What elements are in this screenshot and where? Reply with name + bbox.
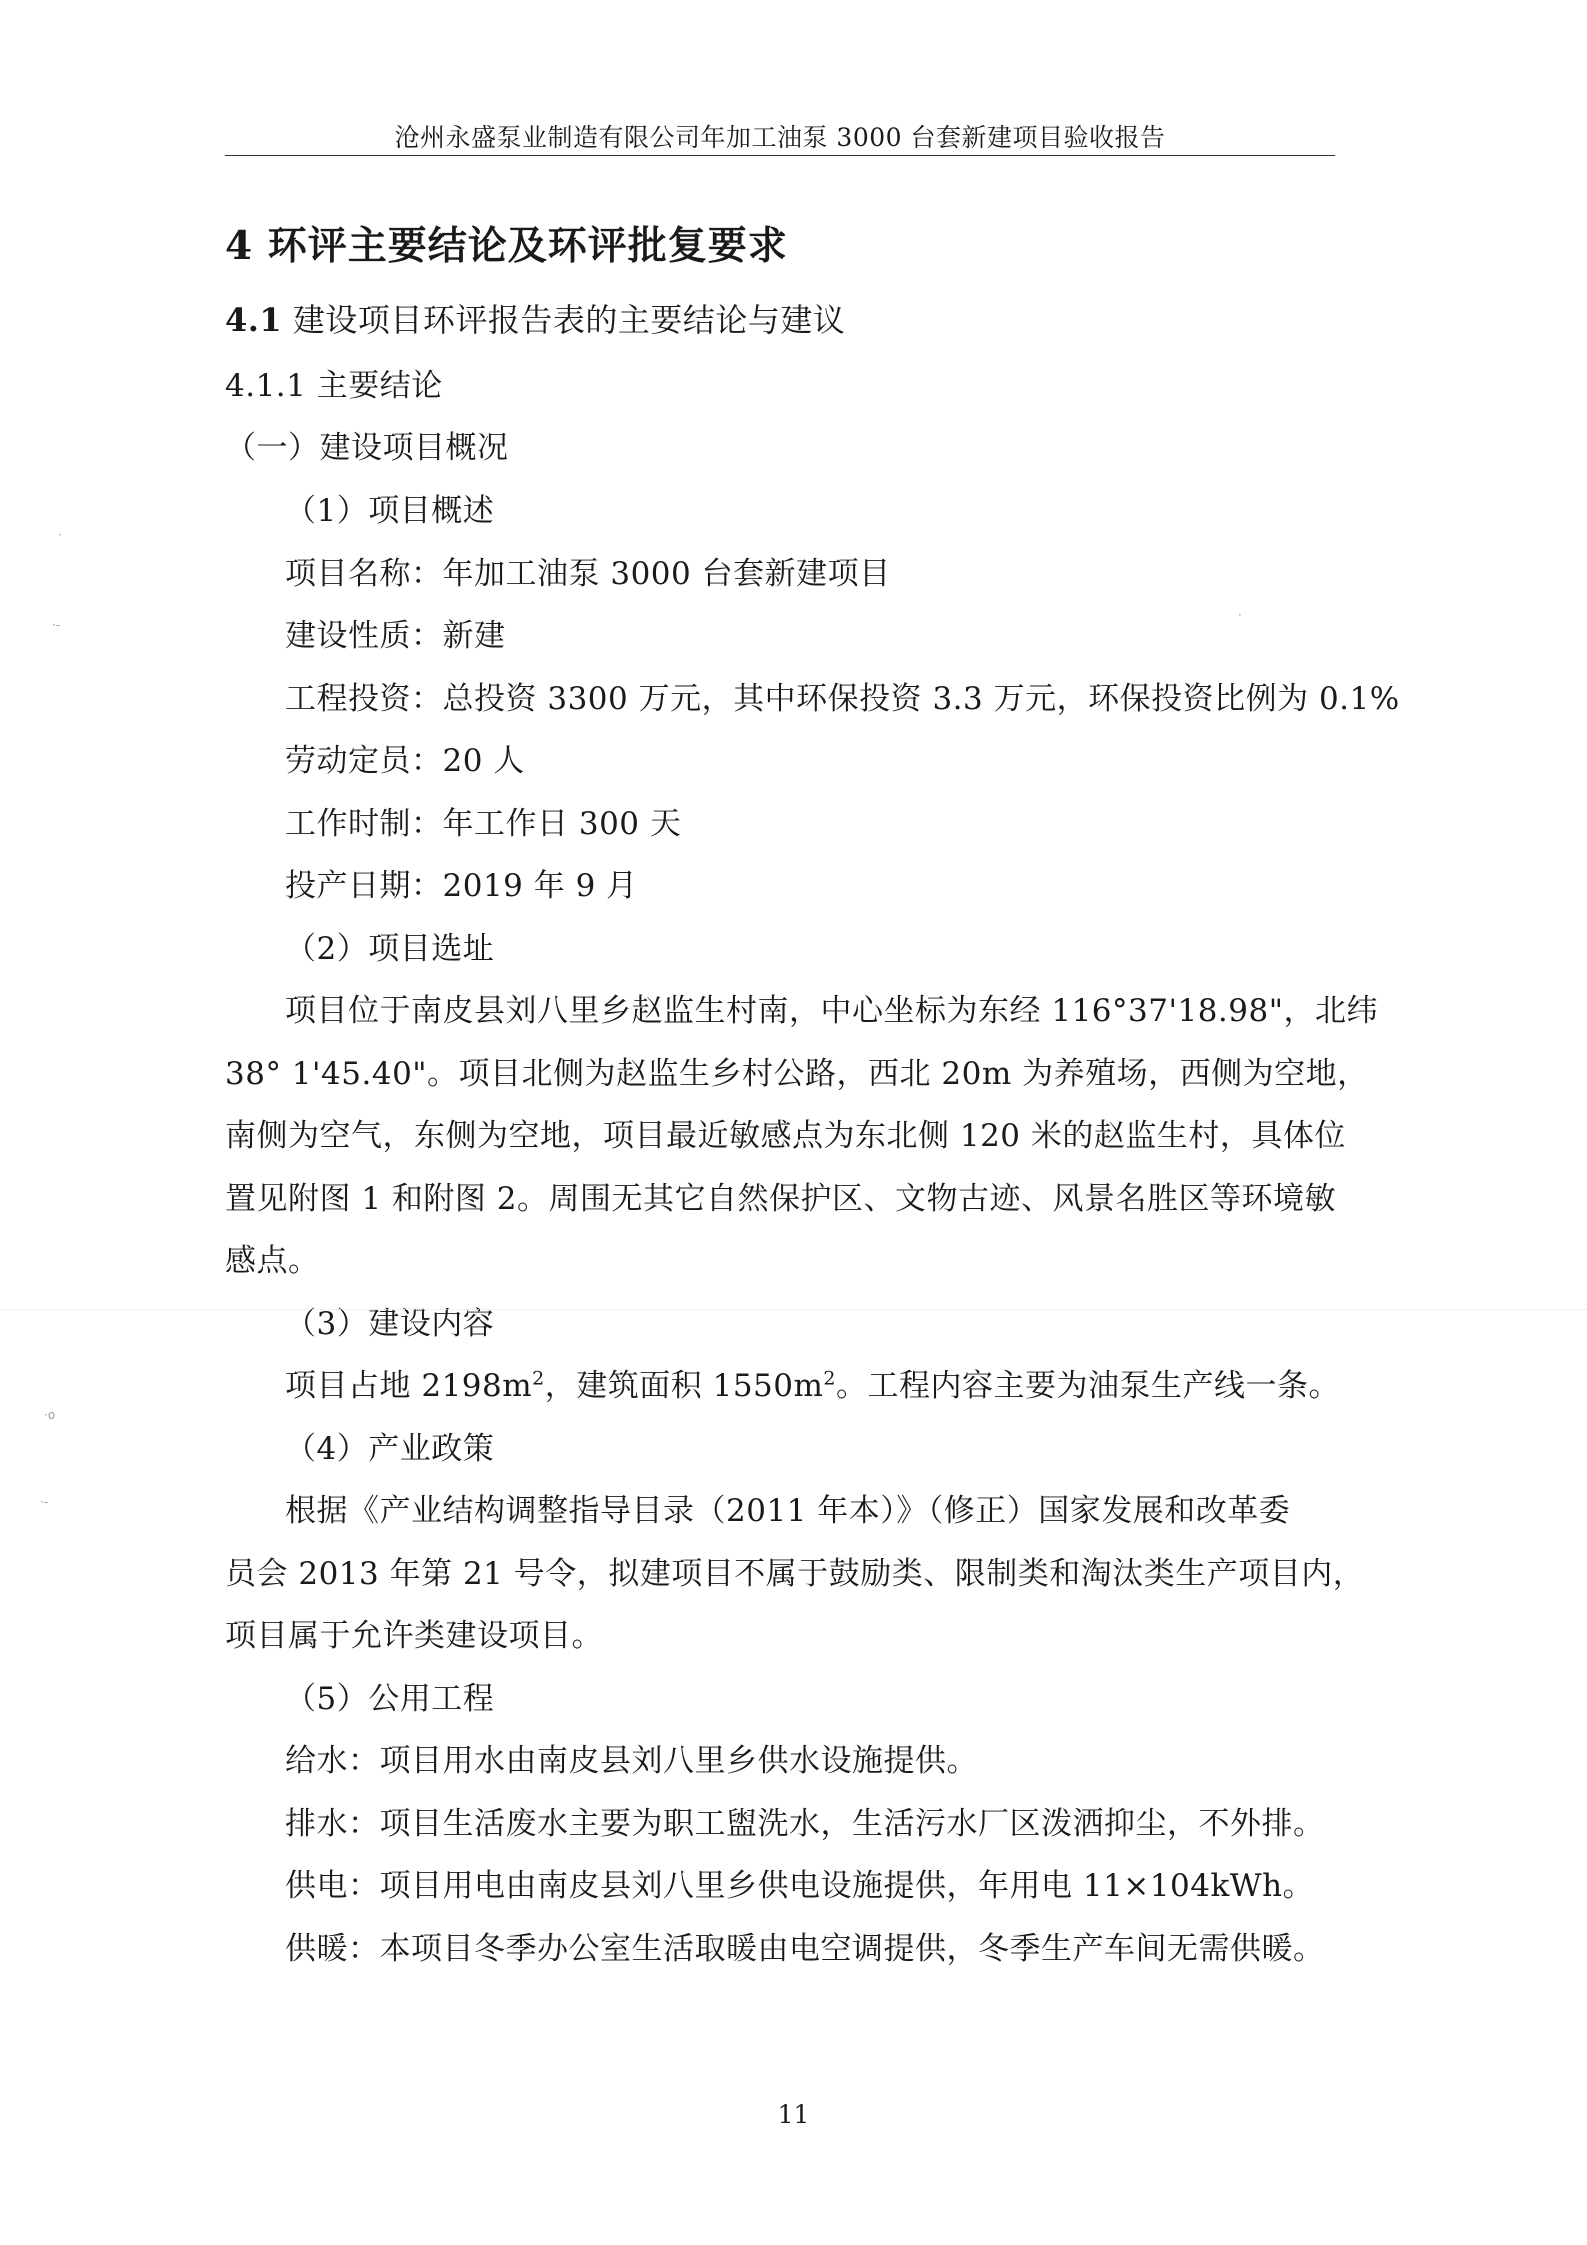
heating: 供暖：本项目冬季办公室生活取暖由电空调提供，冬季生产车间无需供暖。 [285, 1931, 1325, 1967]
drainage: 排水：项目生活废水主要为职工盥洗水，生活污水厂区泼洒抑尘，不外排。 [285, 1806, 1325, 1842]
policy-line-2: 员会 2013 年第 21 号令，拟建项目不属于鼓励类、限制类和淘汰类生产项目内， [225, 1556, 1365, 1592]
header-rule [225, 155, 1335, 156]
policy-line-3: 项目属于允许类建设项目。 [225, 1618, 603, 1654]
section-title: 建设项目环评报告表的主要结论与建议 [282, 301, 846, 339]
project-name: 项目名称：年加工油泵 3000 台套新建项目 [285, 556, 891, 592]
water-supply: 给水：项目用水由南皮县刘八里乡供水设施提供。 [285, 1743, 978, 1779]
policy-line-1: 根据《产业结构调整指导目录（2011 年本）》（修正）国家发展和改革委 [285, 1493, 1291, 1529]
scan-artifact-mark: · [58, 528, 62, 542]
construction-content [285, 1360, 1340, 1405]
power-supply: 供电：项目用电由南皮县刘八里乡供电设施提供，年用电 11×104kWh。 [285, 1868, 1315, 1904]
location-line-2: 38° 1'45.40"。项目北侧为赵监生乡村公路，西北 20m 为养殖场，西侧为空地， [225, 1056, 1369, 1092]
subsection-heading-overview: （一）建设项目概况 [225, 430, 509, 466]
location-line-1: 项目位于南皮县刘八里乡赵监生村南，中心坐标为东经 116°37'18.98"，北纬 [285, 993, 1378, 1029]
content-text: 。工程内容主要为油泵生产线一条。 [836, 1368, 1340, 1404]
building-area-text: ，建筑面积 1550m [544, 1368, 824, 1404]
area-unit-superscript: 2 [823, 1367, 836, 1390]
scan-artifact-mark: ·o [44, 1408, 56, 1422]
section-heading-4-1 [225, 295, 845, 341]
section-heading-4: 4 环评主要结论及环评批复要求 [225, 223, 788, 269]
scan-artifact-mark: · [1238, 608, 1242, 622]
project-start-date: 投产日期：2019 年 9 月 [285, 868, 638, 904]
scan-artifact-mark: ·- [40, 1495, 49, 1509]
scan-artifact-mark: ·- [52, 618, 61, 632]
location-line-3: 南侧为空气，东侧为空地，项目最近敏感点为东北侧 120 米的赵监生村，具体位 [225, 1118, 1346, 1154]
running-header: 沧州永盛泵业制造有限公司年加工油泵 3000 台套新建项目验收报告 [394, 123, 1166, 152]
section-number: 4.1 [225, 301, 283, 339]
area-unit-superscript: 2 [532, 1367, 545, 1390]
location-line-5: 感点。 [225, 1243, 320, 1279]
project-investment: 工程投资：总投资 3300 万元，其中环保投资 3.3 万元，环保投资比例为 0.1% [285, 681, 1400, 717]
item-1-title: （1）项目概述 [285, 493, 495, 529]
item-3-title: （3）建设内容 [285, 1306, 495, 1342]
item-5-title: （5）公用工程 [285, 1681, 495, 1717]
scan-artifact-line [0, 1309, 1587, 1310]
page-number: 11 [777, 2100, 810, 2129]
project-schedule: 工作时制：年工作日 300 天 [285, 806, 682, 842]
land-area-text: 项目占地 2198m [285, 1368, 533, 1404]
location-line-4: 置见附图 1 和附图 2。周围无其它自然保护区、文物古迹、风景名胜区等环境敏 [225, 1181, 1337, 1217]
item-2-title: （2）项目选址 [285, 931, 495, 967]
item-4-title: （4）产业政策 [285, 1431, 495, 1467]
project-staff: 劳动定员：20 人 [285, 743, 525, 779]
project-nature: 建设性质：新建 [285, 618, 506, 654]
section-heading-4-1-1: 4.1.1 主要结论 [225, 368, 443, 404]
